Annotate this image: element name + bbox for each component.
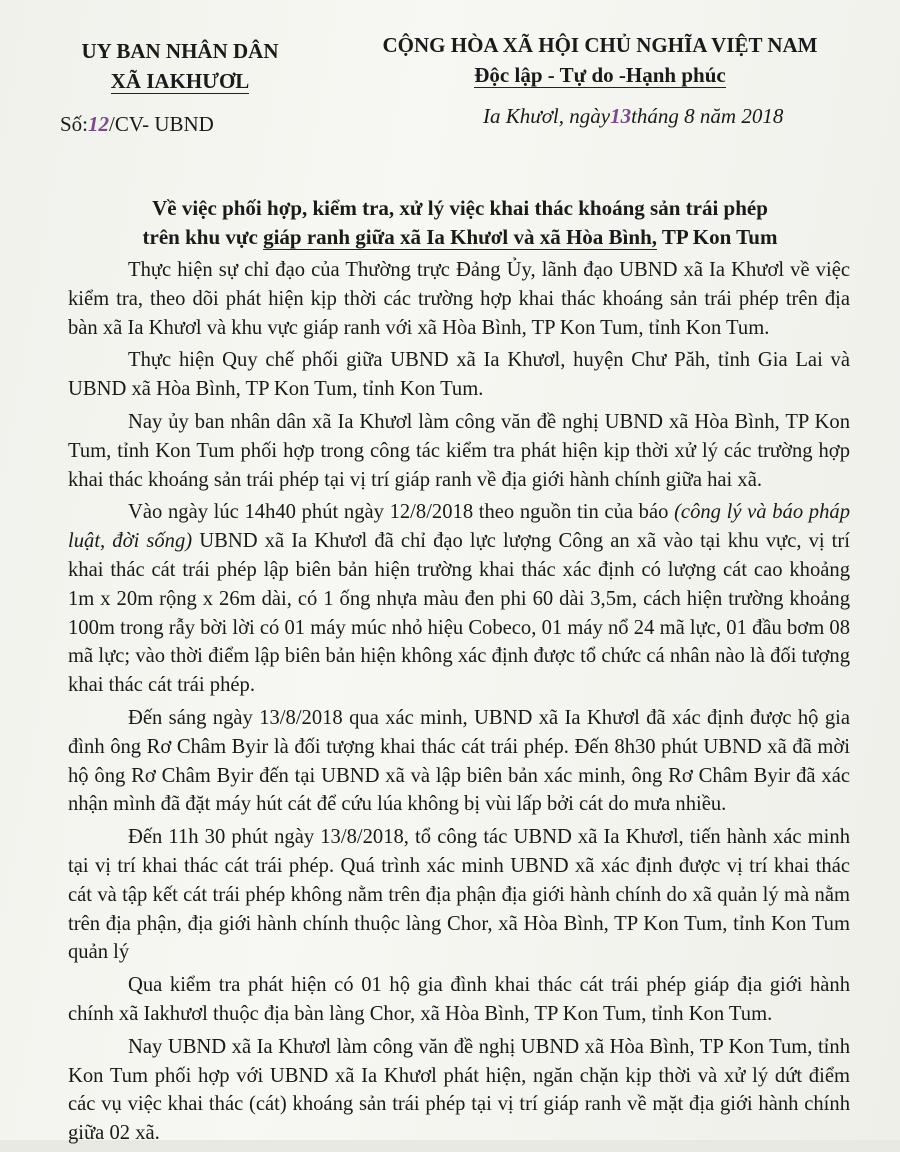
paragraph-7: Qua kiểm tra phát hiện có 01 hộ gia đình khai thác cát trái phép giáp địa giới hành chính xã Iakhươl thuộc địa bàn làng Chor, xã Hòa Bình, TP Kon Tum, tỉnh Kon Tum. [68, 974, 850, 1025]
paragraph-4: Vào ngày lúc 14h40 phút ngày 12/8/2018 theo nguồn tin của báo (công lý và báo pháp luật, đời sống) UBND xã Ia Khươl đã chỉ đạo lực lượng Công an xã vào tại khu vực, vị trí khai thác cát trái phép lập biên bản hiện trường khai thác xác định có lượng cát cao khoảng 1m x 20m rộng x 26m dài, có 1 ống nhựa màu đen phi 60 dài 3,5m, cách hiện trường khoảng 100m trong rẫy bời lời có 01 máy múc nhỏ hiệu Cobeco, 01 máy nổ 24 mã lực, 01 đầu bơm 08 mã lực; vào thời điểm lập biên bản hiện không xác định được tổ chức cá nhân nào là đối tượng khai thác cát trái phép. [68, 501, 850, 697]
national-motto: Độc lập - Tự do -Hạnh phúc [474, 63, 726, 87]
paragraph-6: Đến 11h 30 phút ngày 13/8/2018, tổ công tác UBND xã Ia Khươl, tiến hành xác minh tại vị trí khai thác cát trái phép. Quá trình xác minh UBND xã xác định được vị trí khai thác cát và tập kết cát trái phép không nằm trên địa phận địa giới hành chính do xã quản lý mà nằm trên địa phận, địa giới hành chính thuộc làng Chor, xã Hòa Bình, TP Kon Tum, tỉnh Kon Tum quản lý [68, 826, 850, 964]
national-heading [340, 30, 860, 90]
document-body [68, 256, 850, 1152]
paragraph-2: Thực hiện Quy chế phối giữa UBND xã Ia Khươl, huyện Chư Păh, tỉnh Gia Lai và UBND xã Hòa Bình, TP Kon Tum, tỉnh Kon Tum. [68, 349, 850, 401]
subject-line-1: Về việc phối hợp, kiểm tra, xử lý việc khai thác khoáng sản trái phép [152, 196, 768, 220]
country-name: CỘNG HÒA XÃ HỘI CHỦ NGHĨA VIỆT NAM [382, 33, 818, 57]
handwritten-day: 13 [610, 104, 632, 128]
paragraph-8: Nay UBND xã Ia Khươl làm công văn đề nghị UBND xã Hòa Bình, TP Kon Tum, tỉnh Kon Tum phối hợp với UBND xã Ia Khươl phát hiện, ngăn chặn kịp thời và xử lý dứt điểm các vụ việc khai thác (cát) khoáng sản trái phép tại vị trí giáp ranh về mặt địa giới hành chính giữa 02 xã. [68, 1035, 850, 1145]
date-line: Ia Khươl, ngày13tháng 8 năm 2018 [483, 104, 784, 128]
document-number: Số:12/CV- UBND [60, 112, 214, 136]
document-subject [60, 194, 860, 252]
news-source: (công lý và báo pháp luật, đời sống) [68, 501, 850, 553]
authority-name: UY BAN NHÂN DÂN [81, 39, 279, 63]
issuing-authority [60, 36, 300, 96]
subject-line-2: trên khu vực giáp ranh giữa xã Ia Khươl và xã Hòa Bình, TP Kon Tum [142, 225, 778, 249]
handwritten-number: 12 [88, 112, 110, 136]
paragraph-3: Nay ủy ban nhân dân xã Ia Khươl làm công văn đề nghị UBND xã Hòa Bình, TP Kon Tum, tỉnh Kon Tum phối hợp trong công tác kiểm tra phát hiện kịp thời xử lý các trường hợp khai thác khoáng sản trái phép tại vị trí giáp ranh về địa giới hành chính giữa hai xã. [68, 410, 850, 491]
paragraph-5: Đến sáng ngày 13/8/2018 qua xác minh, UBND xã Ia Khươl đã xác định được hộ gia đình ông Rơ Châm Byir là đối tượng khai thác cát trái phép. Đến 8h30 phút UBND xã đã mời hộ ông Rơ Châm Byir đến tại UBND xã và lập biên bản xác minh, ông Rơ Châm Byir đã xác nhận mình đã đặt máy hút cát để cứu lúa không bị vùi lấp bởi cát do mưa nhiều. [68, 706, 850, 816]
paragraph-1: Thực hiện sự chỉ đạo của Thường trực Đảng Ủy, lãnh đạo UBND xã Ia Khươl về việc kiểm tra, theo dõi phát hiện kịp thời các trường hợp khai thác khoáng sản trái phép trên địa bàn xã Ia Khươl và khu vực giáp ranh với xã Hòa Bình, TP Kon Tum, tỉnh Kon Tum. [68, 259, 850, 339]
commune-name: XÃ IAKHƯƠL [110, 69, 250, 93]
